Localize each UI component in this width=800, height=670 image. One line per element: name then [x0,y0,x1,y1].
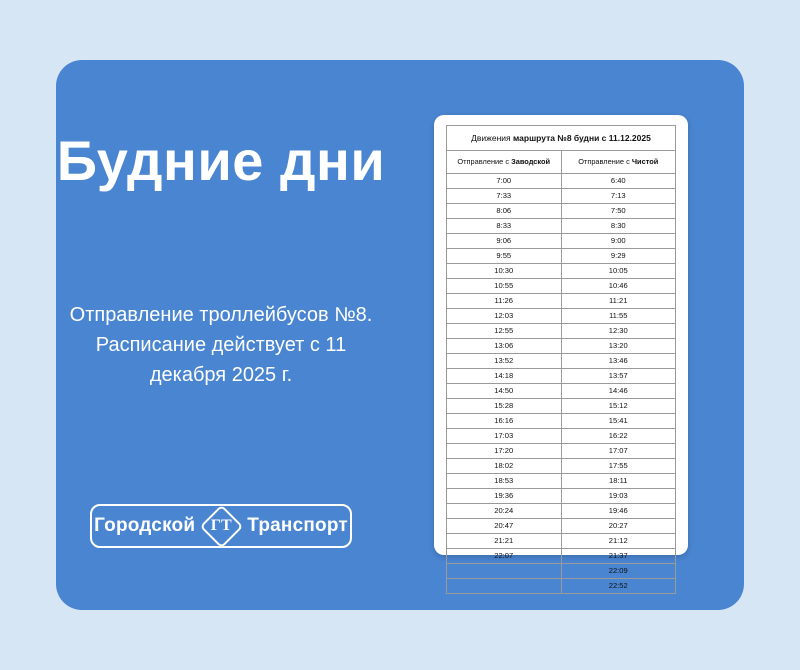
table-row [447,579,676,594]
departure-time-cell: 10:55 [447,279,562,294]
table-row [447,369,676,384]
departure-time-cell: 17:20 [447,444,562,459]
departure-time-cell: 14:46 [561,384,676,399]
departure-time-cell: 9:29 [561,249,676,264]
table-row [447,549,676,564]
column-header-zavodskaya [447,151,562,174]
table-row [447,564,676,579]
poster-card [56,60,744,610]
departure-time-cell: 6:40 [561,174,676,189]
table-row [447,339,676,354]
table-row [447,474,676,489]
departure-time-cell: 13:46 [561,354,676,369]
schedule-title-prefix: Движения [471,133,511,143]
column-header-chistaya [561,151,676,174]
table-row [447,519,676,534]
departure-time-cell: 13:20 [561,339,676,354]
departure-time-cell: 7:50 [561,204,676,219]
page-title: Будние дни [56,129,386,192]
departure-time-cell: 11:55 [561,309,676,324]
departure-time-cell: 11:26 [447,294,562,309]
departure-time-cell: 20:24 [447,504,562,519]
departure-time-cell: 9:06 [447,234,562,249]
departure-time-cell: 19:03 [561,489,676,504]
departure-time-cell: 19:36 [447,489,562,504]
logo-right-word: Транспорт [247,515,348,536]
departure-time-cell: 16:22 [561,429,676,444]
departure-time-cell: 14:50 [447,384,562,399]
departure-time-cell: 12:03 [447,309,562,324]
departure-time-cell [447,564,562,579]
departure-time-cell: 13:57 [561,369,676,384]
table-row [447,384,676,399]
column-header-prefix: Отправление с [578,157,632,167]
departure-time-cell: 16:16 [447,414,562,429]
table-row [447,534,676,549]
departure-time-cell: 7:13 [561,189,676,204]
departure-time-cell: 22:07 [447,549,562,564]
column-header-bold: Чистой [631,157,659,167]
table-row [447,219,676,234]
column-header-prefix: Отправление с [457,157,512,167]
departure-time-cell: 17:55 [561,459,676,474]
departure-time-cell: 7:33 [447,189,562,204]
departure-time-cell: 21:21 [447,534,562,549]
departure-time-cell: 12:55 [447,324,562,339]
table-row [447,234,676,249]
departure-time-cell: 22:52 [561,579,676,594]
departure-time-cell: 8:30 [561,219,676,234]
table-row [447,429,676,444]
departure-time-cell: 21:12 [561,534,676,549]
table-row [447,294,676,309]
departure-time-cell: 14:18 [447,369,562,384]
logo-left-word: Городской [94,515,196,536]
poster-subtitle: Отправление троллейбусов №8. Расписание действует с 11 декабря 2025 г. [69,304,373,386]
departure-time-cell: 19:46 [561,504,676,519]
column-header-bold: Заводской [511,157,551,167]
logo [90,504,352,548]
logo-monogram: ГТ [210,517,232,534]
schedule-title-bold: маршрута №8 будни с 11.12.2025 [513,133,651,143]
table-header-row [447,151,676,174]
table-row [447,204,676,219]
departure-time-cell: 21:37 [561,549,676,564]
departure-time-cell: 22:09 [561,564,676,579]
table-row [447,399,676,414]
table-row [447,444,676,459]
poster-left-panel [56,60,386,610]
departure-time-cell [447,579,562,594]
departure-time-cell: 9:00 [561,234,676,249]
departure-time-cell: 8:06 [447,204,562,219]
departure-time-cell: 10:30 [447,264,562,279]
departure-time-cell: 20:27 [561,519,676,534]
departure-time-cell: 15:28 [447,399,562,414]
table-row [447,324,676,339]
departure-time-cell: 15:12 [561,399,676,414]
schedule-table [446,150,676,594]
table-row [447,489,676,504]
departure-time-cell: 10:46 [561,279,676,294]
departure-time-cell: 15:41 [561,414,676,429]
departure-time-cell: 18:02 [447,459,562,474]
table-row [447,264,676,279]
departure-time-cell: 18:53 [447,474,562,489]
departure-time-cell: 7:00 [447,174,562,189]
departure-time-cell: 10:05 [561,264,676,279]
departure-time-cell: 11:21 [561,294,676,309]
table-row [447,189,676,204]
table-row [447,414,676,429]
table-row [447,174,676,189]
departure-time-cell: 13:06 [447,339,562,354]
schedule-title [446,125,676,150]
schedule-body [447,174,676,594]
departure-time-cell: 8:33 [447,219,562,234]
table-row [447,504,676,519]
departure-time-cell: 18:11 [561,474,676,489]
table-row [447,249,676,264]
table-row [447,354,676,369]
table-row [447,309,676,324]
departure-time-cell: 13:52 [447,354,562,369]
logo-mark-icon [201,506,241,546]
table-row [447,279,676,294]
departure-time-cell: 20:47 [447,519,562,534]
departure-time-cell: 9:55 [447,249,562,264]
departure-time-cell: 17:03 [447,429,562,444]
departure-time-cell: 17:07 [561,444,676,459]
schedule-sheet [434,115,688,591]
table-row [447,459,676,474]
departure-time-cell: 12:30 [561,324,676,339]
